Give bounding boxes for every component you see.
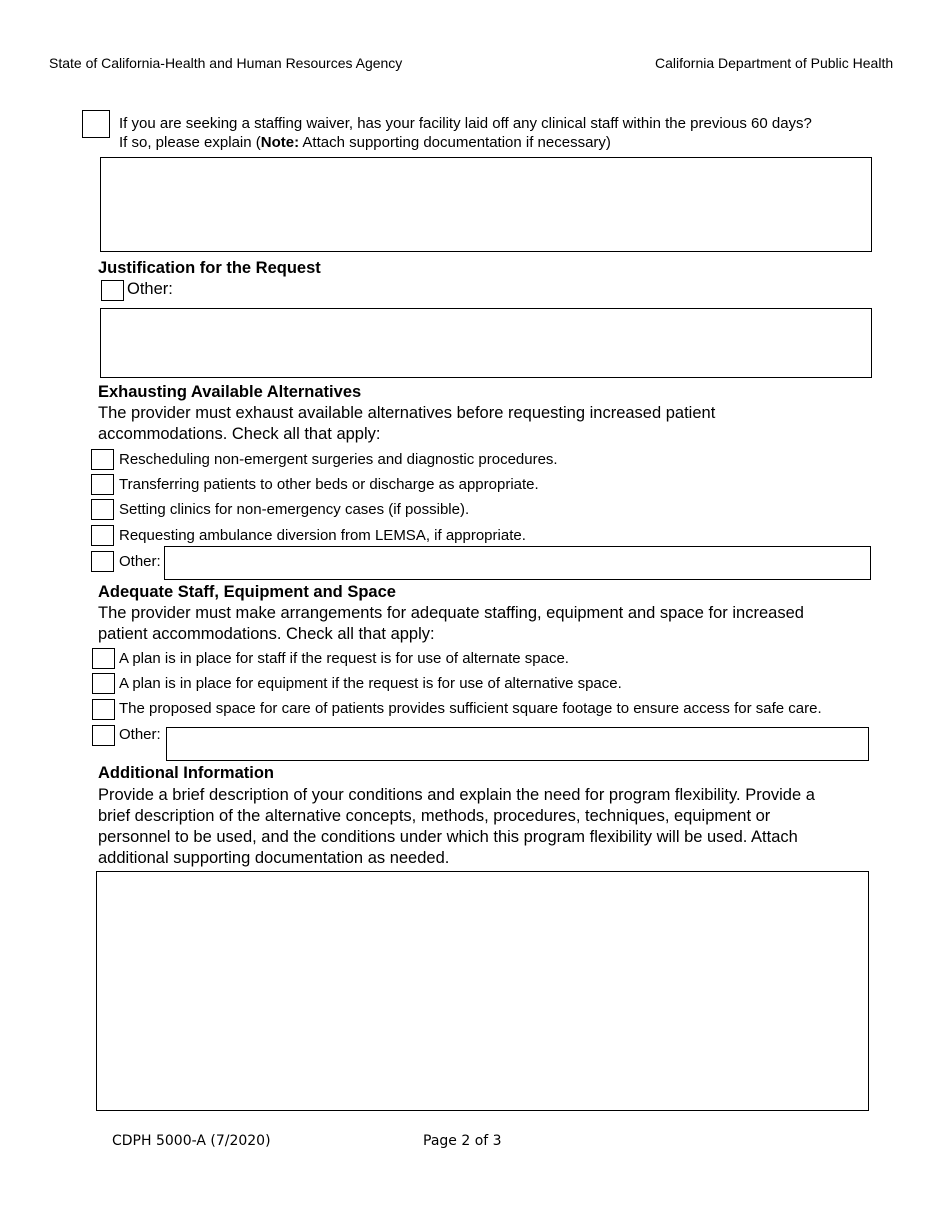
staff-option-checkbox-1[interactable]: [92, 648, 115, 669]
justification-title: Justification for the Request: [98, 259, 321, 277]
staff-equipment-title: Adequate Staff, Equipment and Space: [98, 583, 396, 601]
staffing-waiver-question-line2: If so, please explain (Note: Attach supporting documentation if necessary): [119, 134, 611, 151]
form-id: CDPH 5000-A (7/2020): [112, 1133, 271, 1149]
page-number: Page 2 of 3: [423, 1133, 502, 1149]
justification-other-checkbox[interactable]: [101, 280, 124, 301]
alt-option-label-4: Requesting ambulance diversion from LEMSA, if appropriate.: [119, 527, 526, 544]
alt-option-checkbox-1[interactable]: [91, 449, 114, 470]
staff-other-checkbox[interactable]: [92, 725, 115, 746]
staffing-waiver-question: [119, 114, 899, 152]
staffing-waiver-question-line1: If you are seeking a staffing waiver, has your facility laid off any clinical staff within the previous 60 days?: [119, 115, 812, 132]
justification-other-label: Other:: [127, 280, 173, 298]
staffing-waiver-explanation-field[interactable]: [100, 157, 872, 252]
staffing-waiver-checkbox[interactable]: [82, 110, 110, 138]
alt-other-checkbox[interactable]: [91, 551, 114, 572]
staff-option-checkbox-3[interactable]: [92, 699, 115, 720]
staff-equipment-description: The provider must make arrangements for adequate staffing, equipment and space for increased patient accommodations. Check all that apply:: [98, 604, 804, 643]
alternatives-title: Exhausting Available Alternatives: [98, 383, 362, 401]
staff-option-checkbox-2[interactable]: [92, 673, 115, 694]
alt-option-checkbox-3[interactable]: [91, 499, 114, 520]
staff-other-label: Other:: [119, 726, 161, 743]
alt-option-label-1: Rescheduling non-emergent surgeries and diagnostic procedures.: [119, 451, 558, 468]
additional-info-description: Provide a brief description of your conditions and explain the need for program flexibility. Provide a brief description of the alternative concepts, methods, procedures, techniques, equipment or personnel to be used, and the conditions under which this program flexibility will be used. Attach additional supporting documentation as needed.: [98, 786, 815, 867]
additional-info-field[interactable]: [96, 871, 869, 1111]
alt-option-checkbox-2[interactable]: [91, 474, 114, 495]
alt-option-checkbox-4[interactable]: [91, 525, 114, 546]
alt-other-label: Other:: [119, 553, 161, 570]
note-label: Note:: [260, 134, 300, 151]
agency-header: State of California-Health and Human Resources Agency: [49, 55, 403, 71]
staff-option-label-3: The proposed space for care of patients provides sufficient square footage to ensure access for safe care.: [119, 700, 822, 717]
justification-other-field[interactable]: [100, 308, 872, 378]
staff-other-field[interactable]: [166, 727, 869, 761]
staff-option-label-1: A plan is in place for staff if the request is for use of alternate space.: [119, 650, 569, 667]
staff-option-label-2: A plan is in place for equipment if the request is for use of alternative space.: [119, 675, 622, 692]
alt-other-field[interactable]: [164, 546, 871, 580]
additional-info-title: Additional Information: [98, 764, 274, 782]
alternatives-description: The provider must exhaust available alternatives before requesting increased patient accommodations. Check all that apply:: [98, 404, 716, 443]
department-header: California Department of Public Health: [655, 55, 894, 71]
alt-option-label-3: Setting clinics for non-emergency cases (if possible).: [119, 501, 470, 518]
alt-option-label-2: Transferring patients to other beds or discharge as appropriate.: [119, 476, 539, 493]
